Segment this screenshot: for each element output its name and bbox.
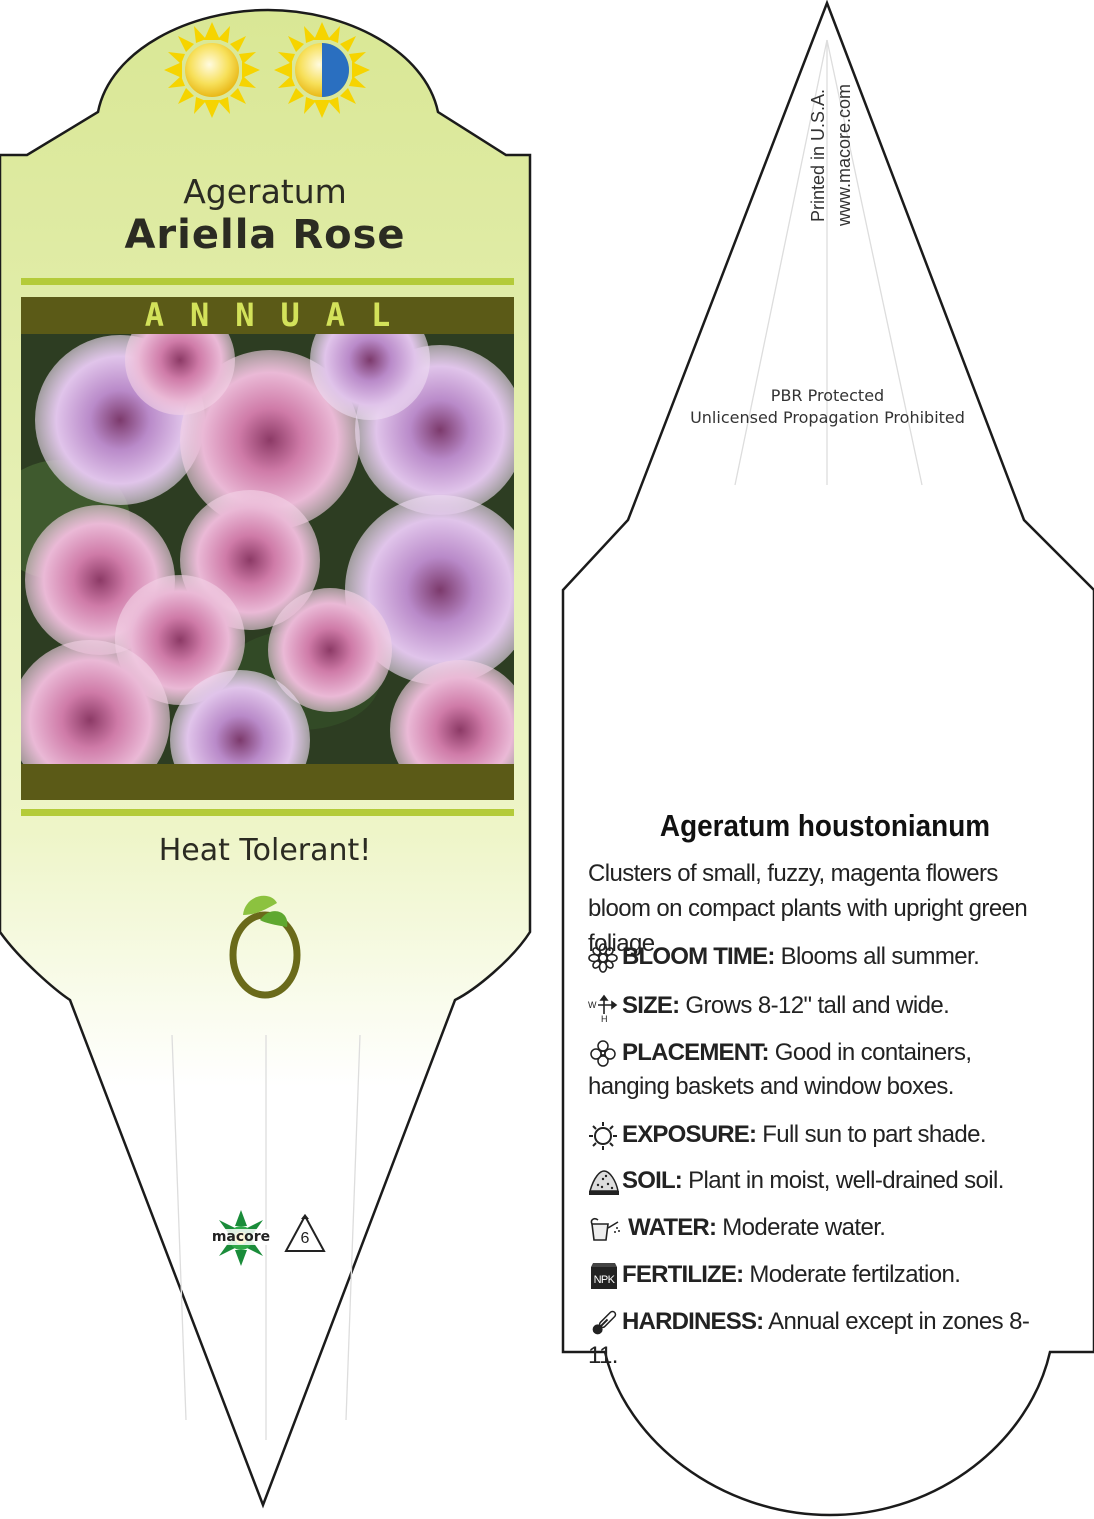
svg-text:W: W bbox=[588, 999, 596, 1010]
care-label: PLACEMENT: bbox=[622, 1039, 769, 1066]
plants-icon bbox=[588, 1039, 622, 1069]
pbr-prohibited: Unlicensed Propagation Prohibited bbox=[690, 408, 965, 427]
care-text: Blooms all summer. bbox=[780, 943, 980, 970]
flower-icon bbox=[588, 943, 622, 973]
care-label: SOIL: bbox=[622, 1167, 682, 1194]
macore-logo bbox=[205, 1207, 277, 1274]
flower-photo bbox=[0, 300, 535, 810]
recycle-code: 6 bbox=[300, 1230, 310, 1247]
care-size bbox=[588, 989, 1058, 1023]
care-label: EXPOSURE: bbox=[622, 1121, 757, 1148]
care-label: BLOOM TIME: bbox=[622, 943, 775, 970]
svg-text:NPK: NPK bbox=[593, 1273, 615, 1286]
care-text: Moderate fertilzation. bbox=[749, 1261, 961, 1288]
care-label: WATER: bbox=[628, 1214, 717, 1241]
svg-text:H: H bbox=[601, 1013, 607, 1022]
printed-in: Printed in U.S.A. bbox=[808, 88, 828, 222]
tagline: Heat Tolerant! bbox=[158, 833, 372, 868]
care-bloom-time bbox=[588, 940, 1058, 974]
care-text: Plant in moist, well-drained soil. bbox=[688, 1167, 1004, 1194]
plant-variety: Ariella Rose bbox=[124, 212, 406, 258]
top-rule bbox=[21, 278, 514, 285]
size-arrows-icon bbox=[588, 992, 622, 1022]
part-shade-icon bbox=[274, 22, 370, 118]
care-text: Grows 8-12" tall and wide. bbox=[685, 992, 950, 1019]
care-text: Annual except in zones 8-11. bbox=[588, 1308, 1030, 1369]
plant-genus: Ageratum bbox=[183, 172, 347, 211]
brand-name: macore bbox=[205, 1229, 277, 1245]
thermometer-icon bbox=[588, 1308, 622, 1338]
bottom-rule bbox=[21, 809, 514, 816]
care-water bbox=[588, 1211, 1058, 1245]
sun-outline-icon bbox=[588, 1121, 622, 1151]
soil-mound-icon bbox=[588, 1167, 622, 1197]
recycle-icon bbox=[283, 1213, 327, 1260]
bottom-band bbox=[21, 764, 514, 800]
fertilizer-bag-icon bbox=[588, 1261, 622, 1291]
pbr-protected: PBR Protected bbox=[770, 386, 885, 405]
type-band-label: ANNUAL bbox=[144, 296, 417, 334]
plant-description: Clusters of small, fuzzy, magenta flowers bloom on compact plants with upright green foliage. bbox=[588, 860, 1028, 957]
care-label: HARDINESS: bbox=[622, 1308, 764, 1335]
scientific-name: Ageratum houstonianum bbox=[659, 808, 991, 843]
care-soil bbox=[588, 1164, 1058, 1198]
care-label: FERTILIZE: bbox=[622, 1261, 744, 1288]
full-sun-icon bbox=[164, 22, 260, 118]
watering-can-icon bbox=[588, 1214, 622, 1244]
care-fertilize bbox=[588, 1258, 1058, 1292]
care-text: Full sun to part shade. bbox=[762, 1121, 986, 1148]
care-hardiness bbox=[588, 1305, 1058, 1373]
care-text: Moderate water. bbox=[722, 1214, 886, 1241]
website: www.macore.com bbox=[834, 83, 854, 226]
care-exposure bbox=[588, 1118, 1058, 1152]
care-text: Good in containers, hanging baskets and window boxes. bbox=[588, 1039, 972, 1100]
care-placement bbox=[588, 1036, 1058, 1104]
care-label: SIZE: bbox=[622, 992, 680, 1019]
